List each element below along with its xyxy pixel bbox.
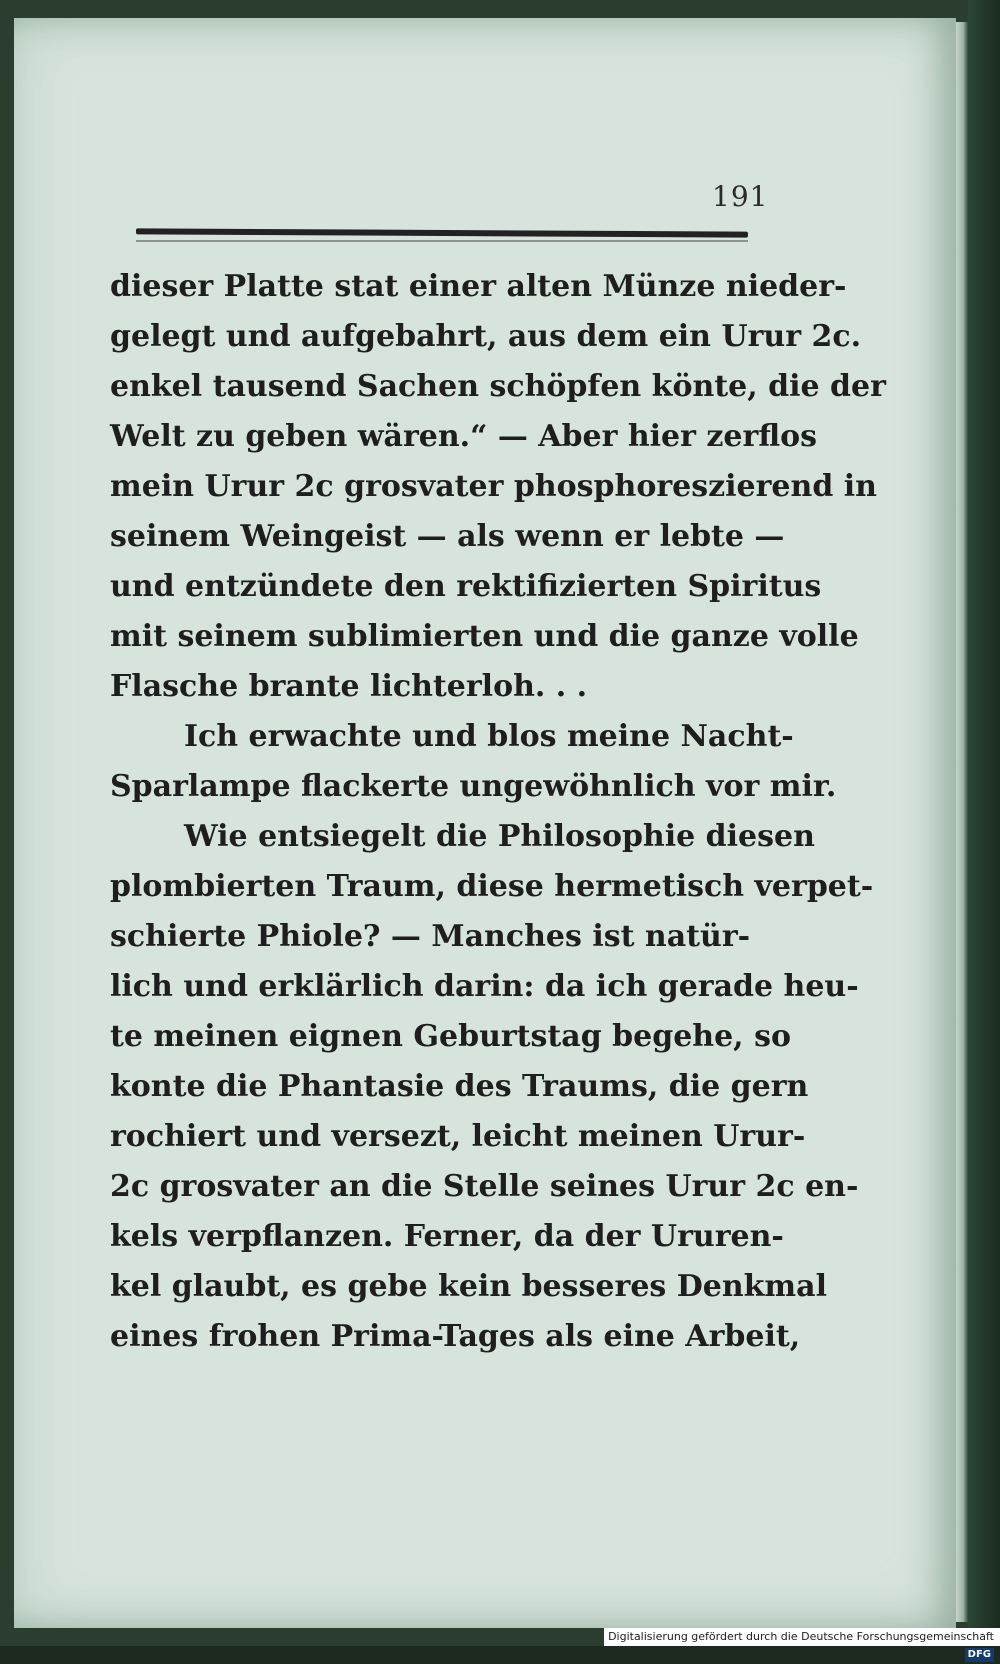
page-number: 191	[712, 180, 769, 213]
text-line: Welt zu geben wären.“ — Aber hier zerflos	[110, 419, 818, 454]
text-line: Wie entsiegelt die Philosophie diesen	[184, 819, 815, 854]
text-line: plombierten Traum, diese hermetisch verpet-	[110, 869, 874, 904]
text-line: enkel tausend Sachen schöpfen könte, die der	[110, 369, 886, 404]
book-binding	[968, 0, 1000, 1646]
text-line: mit seinem sublimierten und die ganze volle	[110, 619, 859, 654]
text-line: schierte Phiole? — Manches ist natür-	[110, 919, 751, 954]
text-line: te meinen eignen Geburtstag begehe, so	[110, 1019, 791, 1054]
text-line: konte die Phantasie des Traums, die gern	[110, 1069, 809, 1104]
text-line: kels verpflanzen. Ferner, da der Ururen-	[110, 1219, 784, 1254]
text-line: gelegt und aufgebahrt, aus dem ein Urur 2c.	[110, 319, 862, 354]
dfg-logo-icon: DFG	[965, 1648, 994, 1662]
text-line: 2c grosvater an die Stelle seines Urur 2c en-	[110, 1169, 859, 1204]
text-line: mein Urur 2c grosvater phosphoreszierend in	[110, 469, 877, 504]
text-line: Sparlampe flackerte ungewöhnlich vor mir.	[110, 769, 837, 804]
text-line: lich und erklärlich darin: da ich gerade heu-	[110, 969, 859, 1004]
text-line: eines frohen Prima-Tages als eine Arbeit,	[110, 1319, 801, 1354]
body-text	[110, 262, 886, 1362]
text-line: seinem Weingeist — als wenn er lebte —	[110, 519, 785, 554]
page-edge	[956, 22, 968, 1622]
text-line: kel glaubt, es gebe kein besseres Denkmal	[110, 1269, 828, 1304]
text-line: Ich erwachte und blos meine Nacht-	[184, 719, 794, 754]
text-line: rochiert und versezt, leicht meinen Urur-	[110, 1119, 806, 1154]
header-rule-shadow	[136, 240, 748, 242]
digitization-credit	[604, 1628, 1000, 1661]
text-line: und entzündete den rektifizierten Spiritus	[110, 569, 822, 604]
text-line: dieser Platte stat einer alten Münze nieder-	[110, 269, 847, 304]
credit-text: Digitalisierung gefördert durch die Deutsche Forschungsgemeinschaft -	[608, 1630, 994, 1661]
text-line: Flasche brante lichterloh. . .	[110, 669, 588, 704]
